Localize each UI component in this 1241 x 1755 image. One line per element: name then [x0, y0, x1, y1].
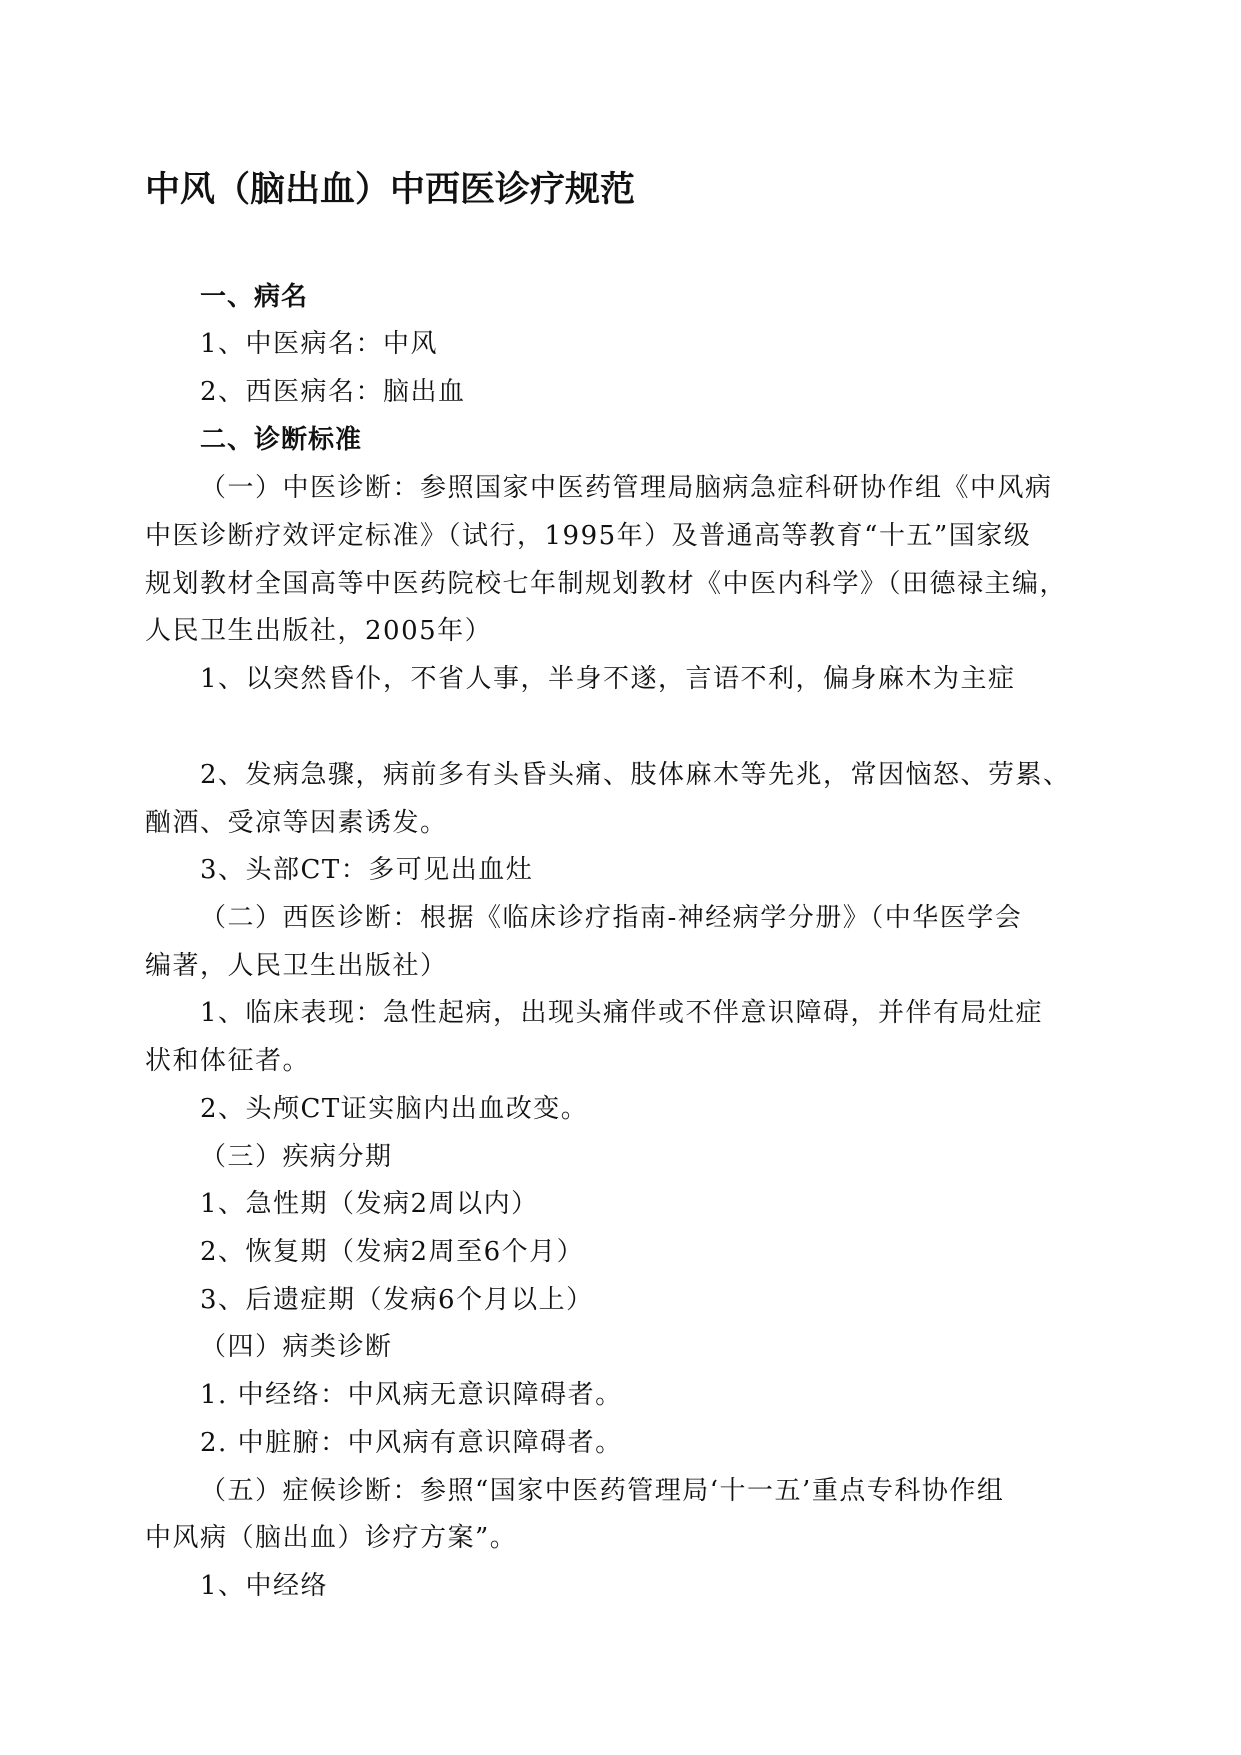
paragraph-line: 3、头部CT：多可见出血灶: [200, 855, 534, 885]
paragraph-line: 规划教材全国高等中医药院校七年制规划教材《中医内科学》（田德禄主编，: [145, 569, 1068, 599]
paragraph-line: 1、中医病名：中风: [200, 329, 439, 359]
section-heading: 二、诊断标准: [200, 425, 363, 455]
paragraph-line: 编著，人民卫生出版社）: [145, 951, 448, 981]
paragraph-line: 中医诊断疗效评定标准》（试行，1995年）及普通高等教育“十五”国家级: [145, 521, 1032, 551]
paragraph-line: 1、以突然昏仆，不省人事，半身不遂，言语不利，偏身麻木为主症: [200, 664, 1016, 694]
paragraph-line: 2、发病急骤，病前多有头昏头痛、肢体麻木等先兆，常因恼怒、劳累、: [200, 760, 1071, 790]
paragraph-line: 状和体征者。: [145, 1046, 311, 1076]
paragraph-line: 2、西医病名：脑出血: [200, 377, 466, 407]
paragraph-line: （二）西医诊断：根据《临床诊疗指南-神经病学分册》（中华医学会: [200, 903, 1023, 933]
paragraph-line: 1、中经络: [200, 1571, 329, 1601]
paragraph-line: 1、临床表现：急性起病，出现头痛伴或不伴意识障碍，并伴有局灶症: [200, 998, 1044, 1028]
paragraph-line: 2、头颅CT证实脑内出血改变。: [200, 1094, 589, 1124]
paragraph-line: （四）病类诊断: [200, 1332, 393, 1362]
paragraph-line: 3、后遗症期（发病6个月以上）: [200, 1285, 594, 1315]
paragraph-line: 中风病（脑出血）诊疗方案”。: [145, 1523, 518, 1553]
paragraph-line: （五）症候诊断：参照“国家中医药管理局‘十一五’重点专科协作组: [200, 1476, 1005, 1506]
section-heading: 一、病名: [200, 282, 309, 312]
paragraph-line: （一）中医诊断：参照国家中医药管理局脑病急症科研协作组《中风病: [200, 473, 1053, 503]
page-title: 中风（脑出血）中西医诊疗规范: [145, 170, 636, 210]
paragraph-line: （三）疾病分期: [200, 1142, 393, 1172]
paragraph-line: 2、恢复期（发病2周至6个月）: [200, 1237, 585, 1267]
paragraph-line: 1、急性期（发病2周以内）: [200, 1189, 539, 1219]
paragraph-line: 2. 中脏腑：中风病有意识障碍者。: [200, 1428, 623, 1458]
paragraph-line: 1. 中经络：中风病无意识障碍者。: [200, 1380, 623, 1410]
paragraph-line: 人民卫生出版社，2005年）: [145, 616, 493, 646]
paragraph-line: 酗酒、受凉等因素诱发。: [145, 808, 448, 838]
